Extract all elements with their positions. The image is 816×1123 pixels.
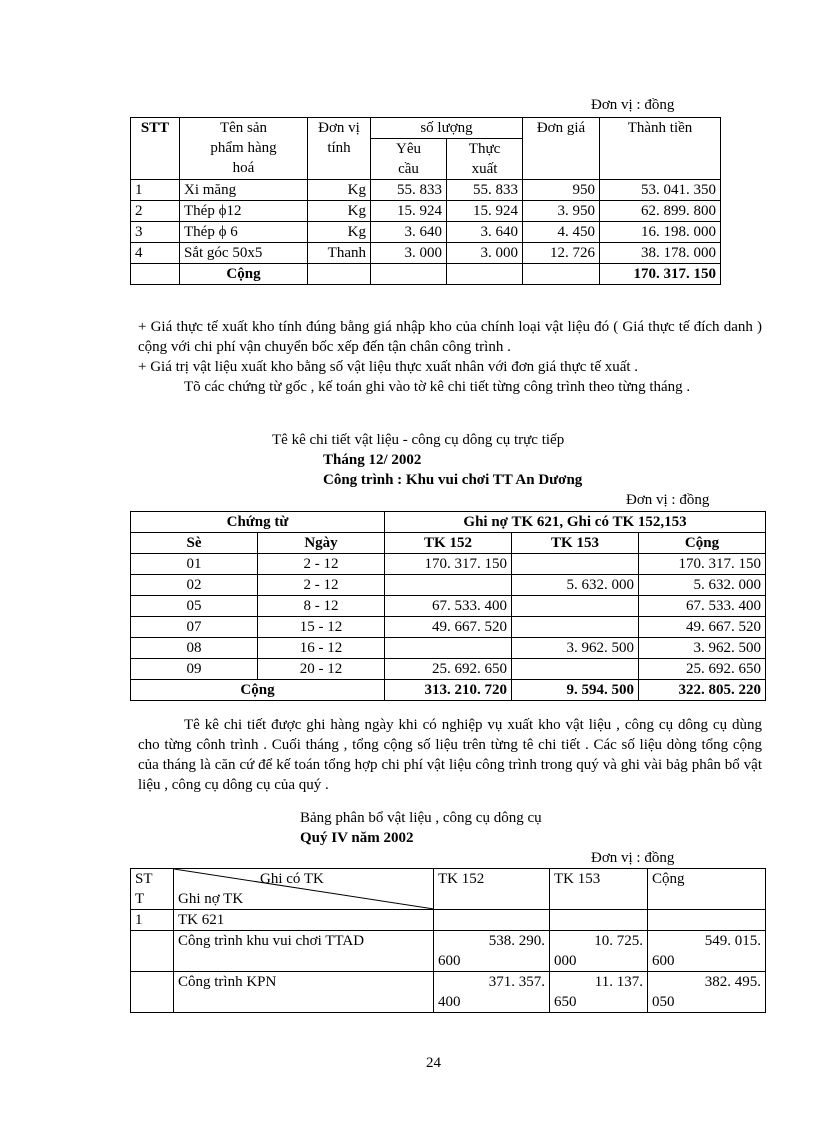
cell-tk152 xyxy=(385,638,512,659)
table-row xyxy=(131,659,766,680)
unit-label-2: Đơn vị : đồng xyxy=(626,492,710,508)
cell-tk152 xyxy=(434,931,550,972)
cell-req: 55. 833 xyxy=(371,180,447,201)
table-row xyxy=(131,972,766,1013)
header-product-name xyxy=(180,118,308,180)
table-row xyxy=(131,243,721,264)
cell-tk153 xyxy=(550,931,648,972)
table-row xyxy=(131,554,766,575)
header-unit-line: Đơn vị xyxy=(318,120,360,136)
cell-stt: 1 xyxy=(131,180,180,201)
cell-sum xyxy=(648,910,766,931)
cell-tk152: 170. 317. 150 xyxy=(385,554,512,575)
section2-month: Tháng 12/ 2002 xyxy=(323,452,422,468)
cell-stt xyxy=(131,972,174,1013)
cell-name: Xi măng xyxy=(180,180,308,201)
header-qty-actual xyxy=(447,139,523,180)
cell-date: 8 - 12 xyxy=(258,596,385,617)
unit-label-1: Đơn vị : đồng xyxy=(591,97,675,113)
cell-price: 3. 950 xyxy=(523,201,600,222)
cell-unit: Kg xyxy=(308,201,371,222)
cell-act: 3. 000 xyxy=(447,243,523,264)
header-sum: Cộng xyxy=(648,869,766,910)
materials-table xyxy=(130,117,721,285)
paragraph-value-rule: + Giá trị vật liệu xuất kho bằng số vật liệu thực xuất nhân với đơn giá thực tế xuất . xyxy=(138,359,639,375)
cell-tk153: 3. 962. 500 xyxy=(512,638,639,659)
cell-name: Thép ϕ12 xyxy=(180,201,308,222)
cell-sum: 67. 533. 400 xyxy=(639,596,766,617)
header-stt-line: ST xyxy=(135,871,153,887)
table-row xyxy=(131,180,721,201)
cell-name: Công trình KPN xyxy=(174,972,434,1013)
cell-price: 4. 450 xyxy=(523,222,600,243)
cell-tk153 xyxy=(512,617,639,638)
header-quantity: số lượng xyxy=(371,118,523,139)
header-act-line: Thực xyxy=(468,141,501,157)
cell-line: 10. 725. xyxy=(594,933,643,949)
cell-stt: 1 xyxy=(131,910,174,931)
cell-date: 16 - 12 xyxy=(258,638,385,659)
cell-act: 55. 833 xyxy=(447,180,523,201)
paragraph-price-rule: + Giá thực tế xuất kho tính đúng bằng giá nhập kho của chính loại vật liệu đó ( Giá thực tế đích danh ) cộng với chi phí vận chuyển bốc xếp đến tận chân công trình . xyxy=(138,319,762,355)
cell-tk153: 5. 632. 000 xyxy=(512,575,639,596)
table-row xyxy=(131,575,766,596)
cell-req: 3. 640 xyxy=(371,222,447,243)
total-row xyxy=(131,264,721,285)
header-tk153: TK 153 xyxy=(512,533,639,554)
header-entry: Ghi nợ TK 621, Ghi có TK 152,153 xyxy=(385,512,766,533)
header-debit: Ghi nợ TK xyxy=(178,891,244,907)
cell-tk152 xyxy=(385,575,512,596)
header-req-line: cầu xyxy=(398,161,419,177)
cell-amount: 62. 899. 800 xyxy=(600,201,721,222)
header-tk152: TK 152 xyxy=(434,869,550,910)
cell-empty xyxy=(523,264,600,285)
cell-no: 08 xyxy=(131,638,258,659)
cell-name: Công trình khu vui chơi TTAD xyxy=(174,931,434,972)
cell-line: 650 xyxy=(554,994,577,1010)
cell-tk153 xyxy=(512,596,639,617)
cell-sum: 25. 692. 650 xyxy=(639,659,766,680)
total-tk153: 9. 594. 500 xyxy=(512,680,639,701)
cell-name: TK 621 xyxy=(174,910,434,931)
detail-ledger-table xyxy=(130,511,766,701)
diagonal-line xyxy=(174,869,434,909)
total-sum: 322. 805. 220 xyxy=(639,680,766,701)
cell-empty xyxy=(308,264,371,285)
section3-title: Bảng phân bổ vật liệu , công cụ dông cụ xyxy=(300,810,542,826)
unit-label-3: Đơn vị : đồng xyxy=(591,850,675,866)
cell-tk152 xyxy=(434,910,550,931)
table-row xyxy=(131,596,766,617)
header-credit: Ghi có TK xyxy=(260,871,324,887)
cell-line: 549. 015. xyxy=(704,933,761,949)
table-row xyxy=(131,222,721,243)
cell-price: 950 xyxy=(523,180,600,201)
cell-line: 382. 495. xyxy=(704,974,761,990)
cell-act: 3. 640 xyxy=(447,222,523,243)
table-row xyxy=(131,931,766,972)
cell-amount: 38. 178. 000 xyxy=(600,243,721,264)
header-price: Đơn giá xyxy=(523,118,600,180)
header-req-line: Yêu xyxy=(396,141,421,157)
cell-date: 2 - 12 xyxy=(258,575,385,596)
total-label: Cộng xyxy=(131,680,385,701)
paragraph-source-docs: Tõ các chứng từ gốc , kế toán ghi vào tờ kê chi tiết từng công trình theo từng tháng . xyxy=(184,379,691,395)
paragraph-ledger-note: Tê kê chi tiết được ghi hàng ngày khi có nghiệp vụ xuất kho vật liệu , công cụ dông cụ dùng cho từng cônh trình . Cuối tháng , tổng cộng số liệu trên từng tê chi tiết . Các số liệu dòng tổng cộng của tháng là căn cứ để kế toán tổng hợp chi phí vật liệu công trình trong quý và ghi vài bảg phân bổ vật liệu , công cụ dông cụ của quý . xyxy=(138,717,762,793)
cell-tk153 xyxy=(550,910,648,931)
cell-req: 15. 924 xyxy=(371,201,447,222)
cell-amount: 16. 198. 000 xyxy=(600,222,721,243)
total-label: Cộng xyxy=(180,264,308,285)
page-number: 24 xyxy=(426,1055,441,1071)
cell-tk152 xyxy=(434,972,550,1013)
cell-sum: 3. 962. 500 xyxy=(639,638,766,659)
section2-title: Tê kê chi tiết vật liệu - công cụ dông cụ trực tiếp xyxy=(272,432,565,448)
cell-stt: 4 xyxy=(131,243,180,264)
total-tk152: 313. 210. 720 xyxy=(385,680,512,701)
cell-date: 15 - 12 xyxy=(258,617,385,638)
cell-date: 20 - 12 xyxy=(258,659,385,680)
cell-stt: 2 xyxy=(131,201,180,222)
cell-line: 000 xyxy=(554,953,577,969)
total-amount: 170. 317. 150 xyxy=(600,264,721,285)
cell-empty xyxy=(447,264,523,285)
header-tk152: TK 152 xyxy=(385,533,512,554)
cell-stt xyxy=(131,931,174,972)
header-voucher: Chứng từ xyxy=(131,512,385,533)
header-name-line: hoá xyxy=(232,160,255,176)
cell-name: Sắt góc 50x5 xyxy=(180,243,308,264)
header-unit-line: tính xyxy=(327,140,351,156)
header-name-line: Tên sản xyxy=(219,120,268,136)
cell-date: 2 - 12 xyxy=(258,554,385,575)
cell-line: 600 xyxy=(438,953,461,969)
header-diagonal xyxy=(174,869,434,910)
cell-no: 07 xyxy=(131,617,258,638)
header-stt xyxy=(131,869,174,910)
section2-project: Công trình : Khu vui chơi TT An Dương xyxy=(323,472,583,488)
cell-act: 15. 924 xyxy=(447,201,523,222)
table-row xyxy=(131,910,766,931)
cell-no: 05 xyxy=(131,596,258,617)
cell-line: 600 xyxy=(652,953,675,969)
cell-sum: 5. 632. 000 xyxy=(639,575,766,596)
header-tk153: TK 153 xyxy=(550,869,648,910)
cell-empty xyxy=(131,264,180,285)
cell-unit: Kg xyxy=(308,222,371,243)
cell-tk152: 25. 692. 650 xyxy=(385,659,512,680)
cell-no: 01 xyxy=(131,554,258,575)
header-name-line: phẩm hàng xyxy=(210,140,277,156)
cell-amount: 53. 041. 350 xyxy=(600,180,721,201)
header-qty-required xyxy=(371,139,447,180)
header-sum: Cộng xyxy=(639,533,766,554)
cell-no: 02 xyxy=(131,575,258,596)
cell-tk153 xyxy=(512,659,639,680)
cell-line: 538. 290. xyxy=(488,933,545,949)
cell-sum: 49. 667. 520 xyxy=(639,617,766,638)
table-row xyxy=(131,638,766,659)
header-unit xyxy=(308,118,371,180)
section3-quarter: Quý IV năm 2002 xyxy=(300,830,414,846)
cell-sum: 170. 317. 150 xyxy=(639,554,766,575)
cell-empty xyxy=(371,264,447,285)
cell-line: 400 xyxy=(438,994,461,1010)
table-row xyxy=(131,617,766,638)
cell-req: 3. 000 xyxy=(371,243,447,264)
cell-price: 12. 726 xyxy=(523,243,600,264)
cell-sum xyxy=(648,931,766,972)
cell-stt: 3 xyxy=(131,222,180,243)
cell-tk152: 49. 667. 520 xyxy=(385,617,512,638)
cell-unit: Thanh xyxy=(308,243,371,264)
header-amount: Thành tiền xyxy=(600,118,721,180)
header-date: Ngày xyxy=(258,533,385,554)
header-act-line: xuất xyxy=(471,161,498,177)
cell-tk153 xyxy=(550,972,648,1013)
cell-unit: Kg xyxy=(308,180,371,201)
cell-sum xyxy=(648,972,766,1013)
allocation-table xyxy=(130,868,766,1013)
header-stt: STT xyxy=(131,118,180,180)
cell-no: 09 xyxy=(131,659,258,680)
header-no: Sè xyxy=(131,533,258,554)
cell-line: 371. 357. xyxy=(488,974,545,990)
cell-name: Thép ϕ 6 xyxy=(180,222,308,243)
cell-tk152: 67. 533. 400 xyxy=(385,596,512,617)
table-row xyxy=(131,201,721,222)
cell-tk153 xyxy=(512,554,639,575)
cell-line: 050 xyxy=(652,994,675,1010)
cell-line: 11. 137. xyxy=(594,974,643,990)
header-stt-line: T xyxy=(135,891,145,907)
total-row xyxy=(131,680,766,701)
